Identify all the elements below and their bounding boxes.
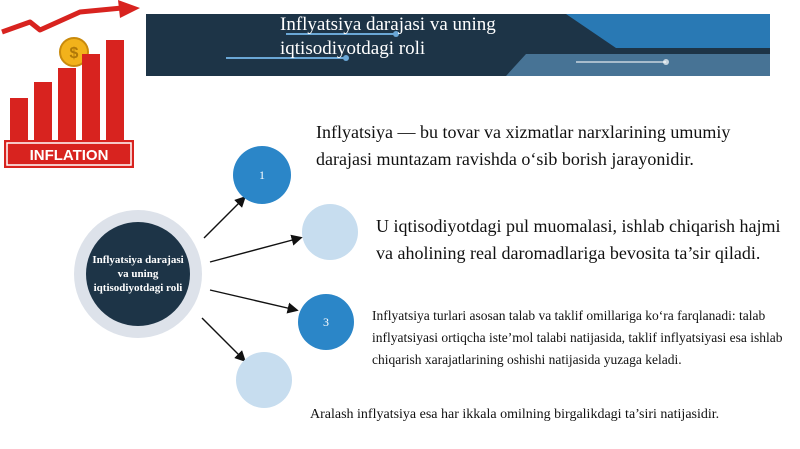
svg-text:$: $ bbox=[69, 45, 79, 62]
point-4-text: Aralash inflyatsiya esa har ikkala omilning birgalikdagi ta’siri natijasidir. bbox=[310, 407, 720, 422]
hub-label: Inflyatsiya darajasi va uning iqtisodiyotdagi roli bbox=[92, 254, 184, 294]
hub-circle bbox=[74, 210, 202, 338]
arrow-4 bbox=[202, 318, 244, 360]
arrow-3 bbox=[210, 290, 296, 310]
node-4 bbox=[236, 352, 292, 408]
point-1-text: Inflyatsiya — bu tovar va xizmatlar narxlarining umumiy darajasi muntazam ravishda o‘sib borish jarayonidir. bbox=[316, 122, 731, 169]
arrow-1 bbox=[204, 198, 244, 238]
point-2-text: U iqtisodiyotdagi pul muomalasi, ishlab chiqarish hajmi va aholining real daromadlariga bevosita ta’sir qiladi. bbox=[376, 216, 781, 263]
arrow-2 bbox=[210, 238, 300, 262]
page-title: Inflyatsiya darajasi va uning iqtisodiyotdagi roli bbox=[280, 14, 496, 59]
inflation-label: INFLATION bbox=[29, 147, 109, 164]
point-3-text: Inflyatsiya turlari asosan talab va taklif omillariga ko‘ra farqlanadi: talab inflyatsiyasi ortiqcha iste’mol talabi natijasida, taklif inflyatsiyasi esa ishlab chiqarish xarajatlarining oshishi natijasida yuzaga keladi. bbox=[372, 308, 783, 367]
node-1: 1 bbox=[233, 146, 291, 204]
node-3: 3 bbox=[298, 294, 354, 350]
hub-inner bbox=[86, 222, 190, 326]
node-2 bbox=[302, 204, 358, 260]
